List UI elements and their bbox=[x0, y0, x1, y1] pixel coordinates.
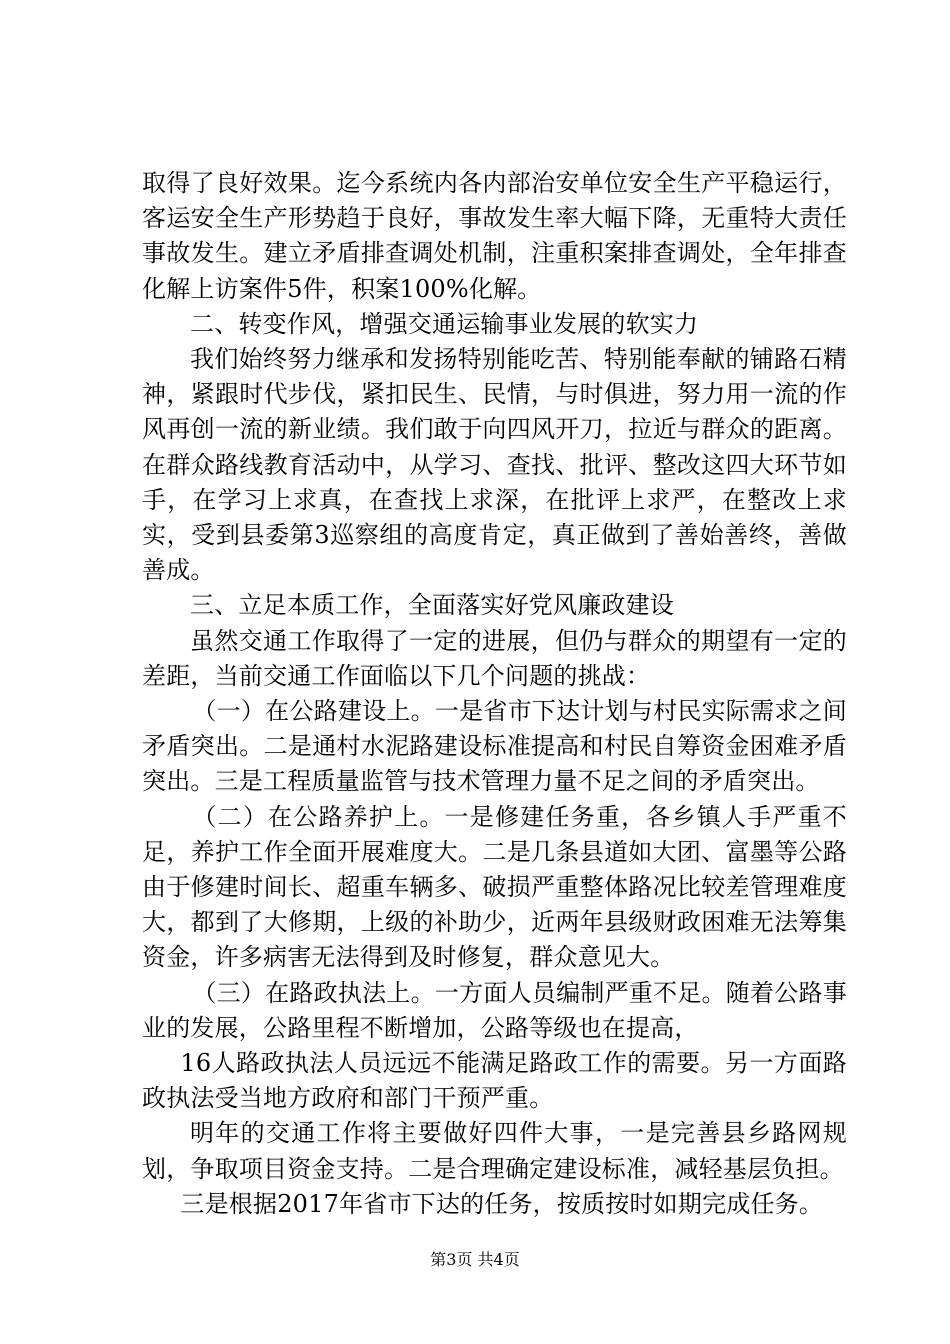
page-number-indicator: 第3页 共4页 bbox=[430, 1250, 520, 1269]
paragraph-enforcement-staff: 16人路政执法人员远远不能满足路政工作的需要。另一方面路政执法受当地方政府和部门干预严重。 bbox=[142, 1049, 847, 1113]
paragraph-next-year-plan: 明年的交通工作将主要做好四件大事，一是完善县乡路网规划，争取项目资金支持。二是合理确定建设标准，减轻基层负担。 bbox=[142, 1119, 847, 1183]
paragraph-road-construction: （一）在公路建设上。一是省市下达计划与村民实际需求之间矛盾突出。二是通村水泥路建设标准提高和村民自筹资金困难矛盾突出。三是工程质量监管与技术管理力量不足之间的矛盾突出。 bbox=[142, 697, 847, 796]
section-heading-3: 三、立足本质工作，全面落实好党风廉政建设 bbox=[190, 591, 674, 620]
paragraph-continuation: 取得了良好效果。迄今系统内各内部治安单位安全生产平稳运行，客运安全生产形势趋于良好，事故发生率大幅下降，无重特大责任事故发生。建立矛盾排查调处机制，注重积案排查调处，全年排查化解上访案件5件，积案100%化解。 bbox=[142, 169, 847, 303]
paragraph-road-enforcement: （三）在路政执法上。一方面人员编制严重不足。随着公路事业的发展，公路里程不断增加，公路等级也在提高， bbox=[142, 978, 847, 1042]
page-footer bbox=[0, 1250, 950, 1270]
document-body bbox=[142, 166, 847, 1222]
paragraph-tasks-2017: 三是根据2017年省市下达的任务，按质按时如期完成任务。 bbox=[180, 1189, 824, 1218]
paragraph-challenges-intro: 虽然交通工作取得了一定的进展，但仍与群众的期望有一定的差距，当前交通工作面临以下几个问题的挑战： bbox=[142, 626, 847, 690]
paragraph-road-maintenance: （二）在公路养护上。一是修建任务重，各乡镇人手严重不足，养护工作全面开展难度大。二是几条县道如大团、富墨等公路由于修建时间长、超重车辆多、破损严重整体路况比较差管理难度大，都到了大修期，上级的补助少，近两年县级财政困难无法筹集资金，许多病害无法得到及时修复，群众意见大。 bbox=[142, 802, 847, 972]
paragraph-work-style: 我们始终努力继承和发扬特别能吃苦、特别能奉献的铺路石精神，紧跟时代步伐，紧扣民生、民情，与时俱进，努力用一流的作风再创一流的新业绩。我们敢于向四风开刀，拉近与群众的距离。在群众路线教育活动中，从学习、查找、批评、整改这四大环节如手，在学习上求真，在查找上求深，在批评上求严，在整改上求实，受到县委第3巡察组的高度肯定，真正做到了善始善终，善做善成。 bbox=[142, 345, 847, 585]
section-heading-2: 二、转变作风，增强交通运输事业发展的软实力 bbox=[190, 309, 699, 338]
